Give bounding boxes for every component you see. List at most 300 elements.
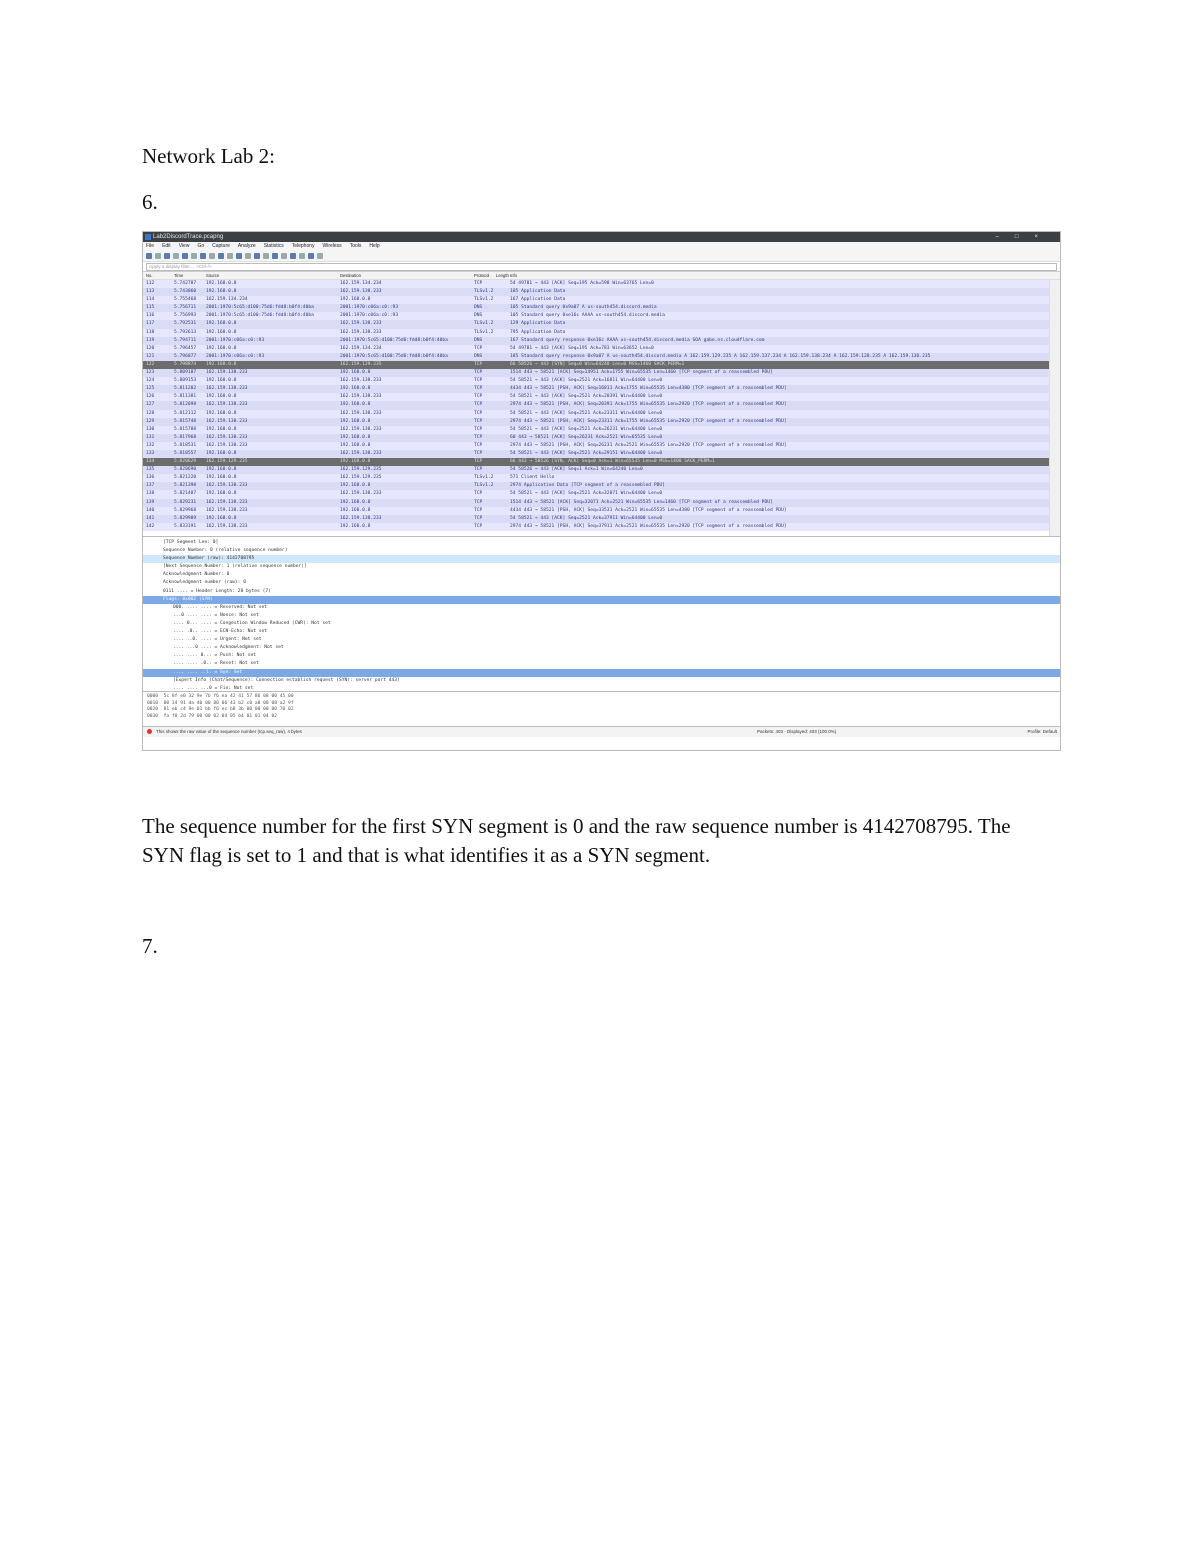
packet-no: 134 xyxy=(146,459,155,465)
packet-time: 5.818531 xyxy=(174,442,197,448)
packet-time: 5.812098 xyxy=(174,402,197,408)
packet-proto: TCP xyxy=(474,386,483,392)
packet-time: 5.792531 xyxy=(174,321,197,327)
column-header[interactable]: Source xyxy=(206,273,220,278)
zoom-out-icon[interactable] xyxy=(299,253,305,259)
packet-dst: 162.159.134.234 xyxy=(340,345,382,351)
packet-no: 128 xyxy=(146,410,155,416)
detail-line[interactable]: Acknowledgment Number: 0 xyxy=(163,572,230,578)
normal-size-icon[interactable] xyxy=(308,253,314,259)
packet-time: 5.756993 xyxy=(174,313,197,319)
packet-row[interactable] xyxy=(143,361,1060,369)
packet-len xyxy=(496,361,510,369)
packet-len xyxy=(496,490,510,498)
packet-dst: 162.159.129.235 xyxy=(340,475,382,481)
packet-len xyxy=(496,450,510,458)
packet-src: 192.168.0.8 xyxy=(206,394,237,400)
detail-line[interactable]: Flags: 0x002 (SYN) xyxy=(143,596,1060,604)
menu-item[interactable]: View xyxy=(178,243,190,249)
packet-time: 5.815788 xyxy=(174,426,197,432)
packet-src: 192.168.0.8 xyxy=(206,515,237,521)
packet-len xyxy=(496,442,510,450)
packet-no: 115 xyxy=(146,305,155,311)
packet-dst: 192.168.0.8 xyxy=(340,370,371,376)
packet-len xyxy=(496,418,510,426)
packet-no: 124 xyxy=(146,378,155,384)
last-packet-icon[interactable] xyxy=(263,253,269,259)
packet-info: 4434 443 → 58521 [PSH, ACK] Seq=16811 Ack=1755 Win=65535 Len=4380 [TCP segment of a reassembled PDU] xyxy=(510,386,787,392)
packet-len xyxy=(496,353,510,361)
packet-info: 105 Standard query 0x9a07 A us-south454.discord.media xyxy=(510,305,657,311)
packet-time: 5.809153 xyxy=(174,378,197,384)
menu-item[interactable]: Wireless xyxy=(322,243,342,249)
packet-dst: 162.159.138.233 xyxy=(340,378,382,384)
packet-proto: TCP xyxy=(474,410,483,416)
packet-time: 5.811381 xyxy=(174,394,197,400)
packet-no: 130 xyxy=(146,426,155,432)
window-title: Lab2DiscordTrace.pcapng xyxy=(153,234,224,240)
packet-no: 142 xyxy=(146,523,155,529)
packet-row[interactable] xyxy=(143,393,1060,401)
packet-info: 54 58521 → 443 [ACK] Seq=2521 Ack=20391 Win=64400 Len=0 xyxy=(510,394,663,400)
packet-info: 54 58526 → 443 [ACK] Seq=1 Ack=1 Win=64240 Len=0 xyxy=(510,467,643,473)
question-number-6: 6. xyxy=(142,190,158,214)
column-header[interactable]: Info xyxy=(510,273,517,278)
packet-info: 105 Standard query 0xe16c AAAA us-south454.discord.media xyxy=(510,313,665,319)
packet-proto: TCP xyxy=(474,281,483,286)
packet-info: 2974 443 → 58521 [PSH, ACK] Seq=37911 Ack=2521 Win=65535 Len=2920 [TCP segment of a reassembled PDU] xyxy=(510,523,787,529)
menu-item[interactable]: Help xyxy=(369,243,380,249)
packet-len xyxy=(496,410,510,418)
packet-len xyxy=(496,515,510,523)
packet-proto: TCP xyxy=(474,442,483,448)
packet-src: 162.159.138.233 xyxy=(206,523,248,529)
expert-info-icon[interactable] xyxy=(147,729,152,734)
packet-time: 5.815748 xyxy=(174,418,197,424)
menu-item[interactable]: Telephony xyxy=(291,243,315,249)
packet-src: 192.168.0.8 xyxy=(206,450,237,456)
packet-proto: TLSv1.2 xyxy=(474,297,494,303)
packet-time: 5.796877 xyxy=(174,353,197,359)
packet-len xyxy=(496,320,510,328)
packet-src: 2001:1970:5c65:d100:75d6:fdd8:b0f4:40ba xyxy=(206,305,314,311)
packet-info: 1514 443 → 58521 [ACK] Seq=14951 Ack=1755 Win=65535 Len=1460 [TCP segment of a reassembled PDU] xyxy=(510,370,773,376)
packet-time: 5.798874 xyxy=(174,361,197,367)
packet-no: 113 xyxy=(146,289,155,295)
packet-time: 5.820690 xyxy=(174,467,197,473)
packet-src: 162.159.138.233 xyxy=(206,370,248,376)
first-packet-icon[interactable] xyxy=(254,253,260,259)
packet-no: 120 xyxy=(146,345,155,351)
packet-row[interactable] xyxy=(143,337,1060,345)
packet-info: 54 49781 → 443 [ACK] Seq=195 Ack=598 Win=63765 Len=0 xyxy=(510,281,654,286)
packet-row[interactable] xyxy=(143,450,1060,458)
packet-dst: 192.168.0.8 xyxy=(340,297,371,303)
packet-proto: DNS xyxy=(474,353,483,359)
packet-src: 162.159.138.233 xyxy=(206,386,248,392)
packet-src: 2001:1970:c06a:c0::93 xyxy=(206,353,265,359)
packet-src: 2001:1970:c06a:c0::93 xyxy=(206,337,265,343)
packet-proto: TCP xyxy=(474,402,483,408)
packet-no: 112 xyxy=(146,281,155,286)
packet-info: 185 Standard query response 0x9a07 A us-south454.discord.media A 162.159.129.235 A 162.159.137.234 A 162.159.138.234 A 162.159.128.235 A 162.159.130.235 xyxy=(510,353,931,359)
packet-time: 5.829231 xyxy=(174,499,197,505)
packet-bytes-pane xyxy=(143,692,1060,727)
packet-dst: 192.168.0.8 xyxy=(340,507,371,513)
packet-dst: 2001:1970:c06a:c0::93 xyxy=(340,305,399,311)
packet-info: 54 58521 → 443 [ACK] Seq=2521 Ack=32071 Win=64400 Len=0 xyxy=(510,491,663,497)
packet-src: 192.168.0.8 xyxy=(206,410,237,416)
packet-row[interactable] xyxy=(143,320,1060,328)
detail-line[interactable]: Acknowledgment number (raw): 0 xyxy=(163,580,246,586)
packet-no: 123 xyxy=(146,370,155,376)
packet-row[interactable] xyxy=(143,418,1060,426)
detail-line[interactable]: [Next Sequence Number: 1 (relative sequence number)] xyxy=(163,564,307,570)
packet-dst: 192.168.0.8 xyxy=(340,434,371,440)
packet-row[interactable] xyxy=(143,312,1060,320)
packet-row[interactable] xyxy=(143,369,1060,377)
packet-proto: TCP xyxy=(474,450,483,456)
packet-dst: 192.168.0.8 xyxy=(340,402,371,408)
detail-line[interactable]: 000. .... .... = Reserved: Not set xyxy=(173,604,268,610)
packet-row[interactable] xyxy=(143,377,1060,385)
resize-columns-icon[interactable] xyxy=(317,253,323,259)
detail-line[interactable]: .... .... ..1. = Syn: Set xyxy=(143,669,1060,677)
packet-no: 114 xyxy=(146,297,155,303)
packet-len xyxy=(496,426,510,434)
packet-proto: TCP xyxy=(474,361,483,367)
packet-time: 5.817968 xyxy=(174,434,197,440)
packet-len xyxy=(496,466,510,474)
options-icon[interactable] xyxy=(173,253,179,259)
reload-icon[interactable] xyxy=(209,253,215,259)
packet-proto: TCP xyxy=(474,434,483,440)
packet-row[interactable] xyxy=(143,304,1060,312)
detail-line[interactable]: .... .... .0.. = Reset: Not set xyxy=(173,661,259,667)
packet-no: 140 xyxy=(146,507,155,513)
packet-dst: 162.159.129.235 xyxy=(340,361,382,367)
menu-item[interactable]: Statistics xyxy=(263,243,284,249)
packet-dst: 2001:1970:c06a:c0::93 xyxy=(340,313,399,319)
packet-row[interactable] xyxy=(143,288,1060,296)
packet-len xyxy=(496,393,510,401)
packet-info: 167 Application Data xyxy=(510,297,566,303)
packet-dst: 162.159.129.235 xyxy=(340,467,382,473)
window-controls[interactable]: –□× xyxy=(995,234,1054,240)
go-to-packet-icon[interactable] xyxy=(245,253,251,259)
packet-info: 2974 443 → 58521 [PSH, ACK] Seq=23311 Ack=1755 Win=65535 Len=2920 [TCP segment of a reassembled PDU] xyxy=(510,418,787,424)
packet-dst: 162.159.138.233 xyxy=(340,394,382,400)
detail-line[interactable]: .... .... ...0 = Fin: Not set xyxy=(173,685,254,691)
packet-len xyxy=(496,401,510,409)
packet-time: 5.829968 xyxy=(174,507,197,513)
packet-src: 162.159.138.233 xyxy=(206,507,248,513)
packet-info: 185 Application Data xyxy=(510,289,566,295)
packet-no: 126 xyxy=(146,394,155,400)
start-capture-icon[interactable] xyxy=(146,253,152,259)
packet-time: 5.743060 xyxy=(174,289,197,295)
packet-row[interactable] xyxy=(143,434,1060,442)
packet-time: 5.792613 xyxy=(174,329,197,335)
packet-time: 5.821220 xyxy=(174,475,197,481)
packet-proto: TCP xyxy=(474,507,483,513)
packet-time: 5.809187 xyxy=(174,370,197,376)
menu-item[interactable]: Edit xyxy=(162,243,171,249)
window-titlebar xyxy=(143,232,1060,242)
packet-len xyxy=(496,312,510,320)
packet-time: 5.794711 xyxy=(174,337,197,343)
packet-time: 5.821398 xyxy=(174,483,197,489)
status-packet-count: Packets: 403 · Displayed: 403 (100.0%) xyxy=(757,729,837,734)
packet-proto: TLSv1.2 xyxy=(474,483,494,489)
packet-src: 162.159.134.234 xyxy=(206,297,248,303)
packet-no: 122 xyxy=(146,361,155,367)
detail-line[interactable]: .... .... 0... = Push: Not set xyxy=(173,653,256,659)
packet-row[interactable] xyxy=(143,442,1060,450)
packet-row[interactable] xyxy=(143,466,1060,474)
hex-line[interactable]: 0000 5c 8f e0 32 9e 7b f6 ea 42 41 57 86 08 00 45 00 xyxy=(147,694,294,699)
detail-line[interactable]: ...0 .... .... = Nonce: Not set xyxy=(173,612,259,618)
packet-no: 131 xyxy=(146,434,155,440)
status-field-description: This shows the raw value of the sequence number (tcp.seq_raw), 4 bytes xyxy=(156,729,302,734)
packet-src: 162.159.138.233 xyxy=(206,402,248,408)
packet-time: 5.812112 xyxy=(174,410,197,416)
zoom-in-icon[interactable] xyxy=(290,253,296,259)
find-icon[interactable] xyxy=(218,253,224,259)
packet-info: 795 Application Data xyxy=(510,329,566,335)
packet-no: 135 xyxy=(146,467,155,473)
packet-proto: TCP xyxy=(474,378,483,384)
packet-len xyxy=(496,507,510,515)
packet-len xyxy=(496,482,510,490)
packet-no: 129 xyxy=(146,418,155,424)
stop-capture-icon[interactable] xyxy=(155,253,161,259)
packet-len xyxy=(496,296,510,304)
forward-icon[interactable] xyxy=(236,253,242,259)
packet-row[interactable] xyxy=(143,482,1060,490)
packet-proto: TLSv1.2 xyxy=(474,329,494,335)
packet-dst: 2001:1970:5c65:d100:75d6:fdd8:b0f4:40ba xyxy=(340,353,448,359)
menu-item[interactable]: Analyze xyxy=(237,243,256,249)
packet-time: 5.833191 xyxy=(174,523,197,529)
packet-info: 54 58521 → 443 [ACK] Seq=2521 Ack=37911 Win=64400 Len=0 xyxy=(510,515,663,521)
packet-proto: TCP xyxy=(474,467,483,473)
status-profile[interactable]: Profile: Default xyxy=(1027,729,1057,734)
packet-info: 2974 443 → 58521 [PSH, ACK] Seq=20391 Ack=1755 Win=65535 Len=2920 [TCP segment of a reassembled PDU] xyxy=(510,402,787,408)
packet-no: 116 xyxy=(146,313,155,319)
hex-line[interactable]: 0010 00 34 91 da 40 00 80 06 43 b2 c0 a8 00 08 a2 9f xyxy=(147,700,294,706)
packet-proto: DNS xyxy=(474,337,483,343)
packet-row[interactable] xyxy=(143,490,1060,498)
packet-row[interactable] xyxy=(143,474,1060,482)
hex-line[interactable]: 0030 fa f0 2d 79 00 00 02 04 05 b4 01 01 04 02 xyxy=(147,713,277,719)
packet-list-scrollbar[interactable] xyxy=(1049,280,1060,536)
packet-src: 162.159.138.233 xyxy=(206,434,248,440)
packet-src: 162.159.138.233 xyxy=(206,418,248,424)
packet-info: 1514 443 → 58521 [ACK] Seq=32071 Ack=2521 Win=65535 Len=1460 [TCP segment of a reassembled PDU] xyxy=(510,499,773,505)
packet-proto: TCP xyxy=(474,523,483,529)
column-header[interactable]: Protocol xyxy=(474,273,490,278)
main-toolbar xyxy=(143,251,1060,262)
detail-line[interactable]: .... ...0 .... = Acknowledgment: Not set xyxy=(173,645,284,651)
packet-dst: 192.168.0.8 xyxy=(340,386,371,392)
packet-src: 192.168.0.8 xyxy=(206,475,237,481)
packet-row[interactable] xyxy=(143,499,1060,507)
packet-len xyxy=(496,329,510,337)
packet-time: 5.742787 xyxy=(174,281,197,286)
packet-src: 192.168.0.8 xyxy=(206,491,237,497)
packet-proto: DNS xyxy=(474,305,483,311)
column-header[interactable]: Time xyxy=(174,273,184,278)
packet-time: 5.818557 xyxy=(174,450,197,456)
packet-len xyxy=(496,304,510,312)
packet-row[interactable] xyxy=(143,385,1060,393)
close-file-icon[interactable] xyxy=(200,253,206,259)
packet-info: 54 58521 → 443 [ACK] Seq=2521 Ack=29151 Win=64400 Len=0 xyxy=(510,450,663,456)
packet-info: 129 Application Data xyxy=(510,321,566,327)
autoscroll-icon[interactable] xyxy=(272,253,278,259)
packet-src: 192.168.0.8 xyxy=(206,329,237,335)
packet-info: 2974 443 → 58521 [PSH, ACK] Seq=26231 Ack=2521 Win=65535 Len=2920 [TCP segment of a reassembled PDU] xyxy=(510,442,787,448)
page-title: Network Lab 2: xyxy=(142,144,275,168)
packet-row[interactable] xyxy=(143,458,1060,466)
packet-dst: 162.159.138.233 xyxy=(340,410,382,416)
packet-row[interactable] xyxy=(143,401,1060,409)
menu-item[interactable]: Capture xyxy=(212,243,230,249)
detail-line[interactable]: .... ..0. .... = Urgent: Not set xyxy=(173,637,262,643)
packet-proto: TLSv1.2 xyxy=(474,289,494,295)
packet-src: 2001:1970:5c65:d100:75d6:fdd8:b0f4:40ba xyxy=(206,313,314,319)
display-filter-bar xyxy=(143,262,1060,272)
colorize-icon[interactable] xyxy=(281,253,287,259)
hex-line[interactable]: 0020 81 eb c4 9e 01 bb f6 ec b8 3b 00 00 00 00 70 02 xyxy=(147,707,294,712)
detail-line[interactable]: Sequence Number (raw): 4142708795 xyxy=(143,555,1060,563)
packet-len xyxy=(496,458,510,466)
packet-proto: TLSv1.2 xyxy=(474,475,494,481)
packet-proto: TCP xyxy=(474,426,483,432)
packet-src: 192.168.0.8 xyxy=(206,289,237,295)
column-header[interactable]: Destination xyxy=(340,273,361,278)
status-bar xyxy=(143,727,1060,737)
packet-proto: TCP xyxy=(474,459,483,465)
packet-src: 192.168.0.8 xyxy=(206,426,237,432)
detail-line[interactable]: [Expert Info (Chat/Sequence): Connection establish request (SYN): server port 443] xyxy=(173,677,400,683)
packet-info: 54 58521 → 443 [ACK] Seq=2521 Ack=26231 Win=64400 Len=0 xyxy=(510,426,663,432)
column-header[interactable]: Length xyxy=(496,273,509,278)
packet-time: 5.811202 xyxy=(174,386,197,392)
packet-time: 5.829989 xyxy=(174,515,197,521)
display-filter-input[interactable]: Apply a display filter ... <Ctrl-/> xyxy=(146,263,1057,271)
packet-len xyxy=(496,345,510,353)
packet-row[interactable] xyxy=(143,296,1060,304)
menu-item[interactable]: Go xyxy=(197,243,205,249)
packet-proto: TCP xyxy=(474,345,483,351)
packet-row[interactable] xyxy=(143,426,1060,434)
packet-len xyxy=(496,369,510,377)
packet-len xyxy=(496,288,510,296)
packet-len xyxy=(496,499,510,507)
packet-dst: 192.168.0.8 xyxy=(340,442,371,448)
packet-no: 119 xyxy=(146,337,155,343)
packet-src: 192.168.0.8 xyxy=(206,467,237,473)
packet-src: 162.159.129.235 xyxy=(206,459,248,465)
packet-no: 136 xyxy=(146,475,155,481)
packet-src: 192.168.0.8 xyxy=(206,361,237,367)
open-file-icon[interactable] xyxy=(182,253,188,259)
packet-src: 162.159.138.233 xyxy=(206,499,248,505)
restart-capture-icon[interactable] xyxy=(164,253,170,259)
packet-proto: DNS xyxy=(474,313,483,319)
menu-item[interactable]: Tools xyxy=(349,243,362,249)
packet-len xyxy=(496,280,510,288)
packet-proto: TCP xyxy=(474,418,483,424)
packet-no: 121 xyxy=(146,353,155,359)
column-header[interactable]: No. xyxy=(146,273,153,278)
save-file-icon[interactable] xyxy=(191,253,197,259)
packet-info: 60 443 → 58521 [ACK] Seq=26231 Ack=2521 Win=65535 Len=0 xyxy=(510,434,663,440)
packet-list xyxy=(143,280,1060,537)
packet-len xyxy=(496,337,510,345)
packet-info: 54 49781 → 443 [ACK] Seq=195 Ack=783 Win=63652 Len=0 xyxy=(510,345,654,351)
packet-dst: 162.159.134.234 xyxy=(340,281,382,286)
packet-len xyxy=(496,523,510,531)
menu-item[interactable]: File xyxy=(146,243,155,249)
packet-row[interactable] xyxy=(143,280,1060,288)
packet-time: 5.755468 xyxy=(174,297,197,303)
detail-line[interactable]: [TCP Segment Len: 0] xyxy=(163,540,219,545)
packet-proto: TCP xyxy=(474,515,483,521)
packet-row[interactable] xyxy=(143,410,1060,418)
packet-dst: 162.159.138.233 xyxy=(340,426,382,432)
packet-row[interactable] xyxy=(143,329,1060,337)
packet-dst: 192.168.0.8 xyxy=(340,523,371,529)
packet-info: 4434 443 → 58521 [PSH, ACK] Seq=33531 Ack=2521 Win=65535 Len=4380 [TCP segment of a reassembled PDU] xyxy=(510,507,787,513)
packet-dst: 192.168.0.8 xyxy=(340,418,371,424)
packet-row[interactable] xyxy=(143,345,1060,353)
packet-no: 137 xyxy=(146,483,155,489)
packet-src: 162.159.138.233 xyxy=(206,483,248,489)
packet-row[interactable] xyxy=(143,507,1060,515)
packet-time: 5.756711 xyxy=(174,305,197,311)
packet-dst: 192.168.0.8 xyxy=(340,483,371,489)
packet-len xyxy=(496,377,510,385)
packet-dst: 192.168.0.8 xyxy=(340,499,371,505)
packet-no: 117 xyxy=(146,321,155,327)
packet-dst: 162.159.138.233 xyxy=(340,289,382,295)
packet-info: 571 Client Hello xyxy=(510,475,555,481)
detail-line[interactable]: Sequence Number: 0 (relative sequence number) xyxy=(163,548,288,554)
packet-row[interactable] xyxy=(143,353,1060,361)
detail-line[interactable]: 0111 .... = Header Length: 28 bytes (7) xyxy=(163,588,271,594)
back-icon[interactable] xyxy=(227,253,233,259)
packet-time: 5.821487 xyxy=(174,491,197,497)
packet-info: 66 443 → 58526 [SYN, ACK] Seq=0 Ack=1 Win=65535 Len=0 MSS=1400 SACK_PERM=1 xyxy=(510,459,715,465)
wireshark-screenshot xyxy=(142,231,1061,751)
detail-line[interactable]: .... .0.. .... = ECN-Echo: Not set xyxy=(173,629,268,635)
packet-dst: 162.159.138.233 xyxy=(340,491,382,497)
packet-time: 5.796457 xyxy=(174,345,197,351)
packet-list-header xyxy=(143,272,1060,280)
packet-row[interactable] xyxy=(143,523,1060,531)
packet-len xyxy=(496,385,510,393)
packet-info: 66 58526 → 443 [SYN] Seq=0 Win=64240 Len=0 MSS=1460 SACK_PERM=1 xyxy=(510,361,685,367)
packet-row[interactable] xyxy=(143,515,1060,523)
detail-line[interactable]: .... 0... .... = Congestion Window Reduced (CWR): Not set xyxy=(173,620,331,626)
packet-len xyxy=(496,434,510,442)
packet-dst: 162.159.138.233 xyxy=(340,515,382,521)
packet-src: 162.159.138.233 xyxy=(206,442,248,448)
packet-info: 167 Standard query response 0xe16c AAAA us-south454.discord.media SOA gabe.ns.cloudflare.com xyxy=(510,337,765,343)
